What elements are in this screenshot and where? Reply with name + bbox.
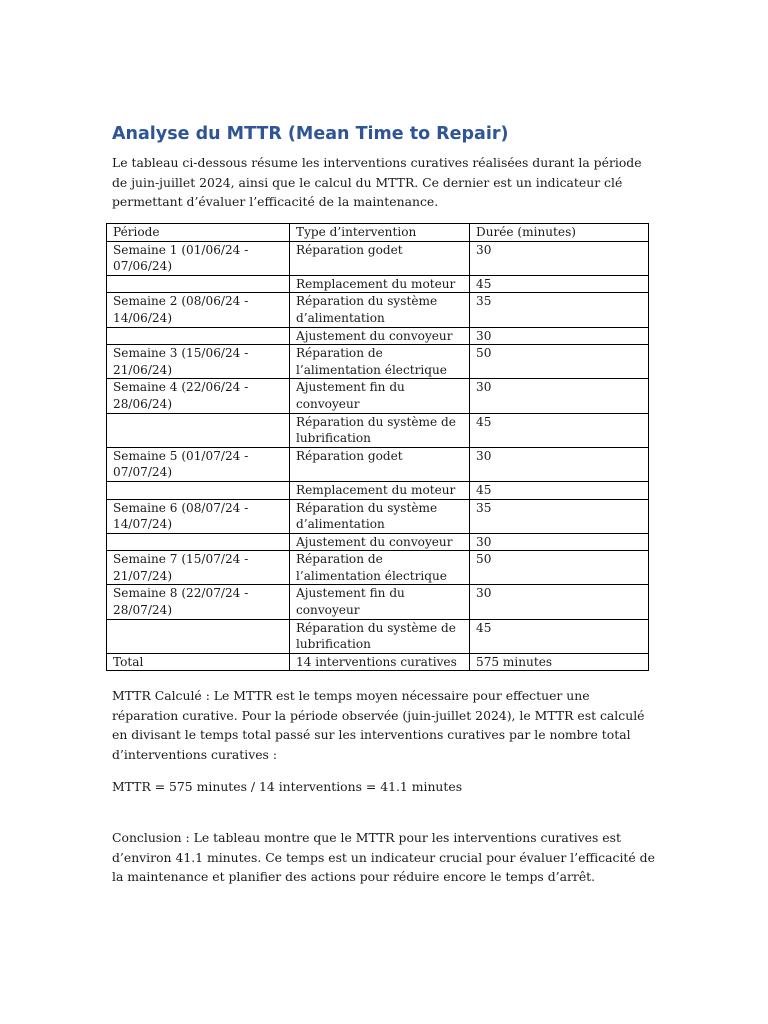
cell-intervention-type: Remplacement du moteur [290, 481, 470, 499]
table-row [107, 533, 649, 551]
table-row [107, 241, 649, 275]
cell-intervention-type: Réparation de l’alimentation électrique [290, 345, 470, 379]
table-row [107, 275, 649, 293]
intro-paragraph: Le tableau ci-dessous résume les interventions curatives réalisées durant la période de juin-juillet 2024, ainsi que le calcul du MTTR. Ce dernier est un indicateur clé permettant d’évaluer l’efficacité de la maintenance. [112, 155, 642, 209]
cell-intervention-type: Réparation godet [290, 447, 470, 481]
header-period: Période [107, 224, 290, 242]
table-row [107, 345, 649, 379]
cell-duration: 50 [470, 551, 649, 585]
table-header-row [107, 224, 649, 242]
mttr-formula: MTTR = 575 minutes / 14 interventions = 41.1 minutes [112, 779, 463, 794]
total-interventions: 14 interventions curatives [290, 653, 470, 671]
table-row [107, 551, 649, 585]
cell-duration: 35 [470, 499, 649, 533]
cell-intervention-type: Réparation du système d’alimentation [290, 499, 470, 533]
cell-intervention-type: Ajustement fin du convoyeur [290, 585, 470, 619]
cell-period: Semaine 7 (15/07/24 - 21/07/24) [107, 551, 290, 585]
cell-intervention-type: Réparation du système d’alimentation [290, 293, 470, 327]
conclusion-paragraph: Conclusion : Le tableau montre que le MTTR pour les interventions curatives est d’environ 41.1 minutes. Ce temps est un indicateur crucial pour évaluer l’efficacité de la maintenance et planifier des actions pour réduire encore le temps d’arrêt. [112, 830, 655, 884]
cell-duration: 45 [470, 275, 649, 293]
header-intervention-type: Type d’intervention [290, 224, 470, 242]
table-row [107, 481, 649, 499]
table-row [107, 447, 649, 481]
total-label: Total [107, 653, 290, 671]
cell-intervention-type: Ajustement fin du convoyeur [290, 379, 470, 413]
cell-duration: 35 [470, 293, 649, 327]
cell-duration: 30 [470, 585, 649, 619]
cell-intervention-type: Réparation de l’alimentation électrique [290, 551, 470, 585]
cell-duration: 30 [470, 379, 649, 413]
cell-intervention-type: Réparation du système de lubrification [290, 413, 470, 447]
table-row [107, 619, 649, 653]
cell-duration: 50 [470, 345, 649, 379]
cell-intervention-type: Ajustement du convoyeur [290, 327, 470, 345]
page-title: Analyse du MTTR (Mean Time to Repair) [112, 124, 509, 144]
cell-duration: 45 [470, 413, 649, 447]
cell-intervention-type: Réparation du système de lubrification [290, 619, 470, 653]
table-row [107, 499, 649, 533]
cell-duration: 45 [470, 619, 649, 653]
table-row [107, 379, 649, 413]
cell-period: Semaine 8 (22/07/24 - 28/07/24) [107, 585, 290, 619]
cell-duration: 30 [470, 447, 649, 481]
header-duration: Durée (minutes) [470, 224, 649, 242]
cell-period [107, 533, 290, 551]
cell-period [107, 275, 290, 293]
cell-period [107, 413, 290, 447]
cell-period: Semaine 1 (01/06/24 - 07/06/24) [107, 241, 290, 275]
cell-intervention-type: Réparation godet [290, 241, 470, 275]
cell-intervention-type: Remplacement du moteur [290, 275, 470, 293]
cell-period: Semaine 6 (08/07/24 - 14/07/24) [107, 499, 290, 533]
table-total-row [107, 653, 649, 671]
total-duration: 575 minutes [470, 653, 649, 671]
cell-duration: 30 [470, 533, 649, 551]
cell-duration: 30 [470, 241, 649, 275]
table-row [107, 293, 649, 327]
cell-period: Semaine 5 (01/07/24 - 07/07/24) [107, 447, 290, 481]
table-row [107, 327, 649, 345]
cell-period [107, 481, 290, 499]
cell-period: Semaine 4 (22/06/24 - 28/06/24) [107, 379, 290, 413]
table-row [107, 413, 649, 447]
cell-period: Semaine 2 (08/06/24 - 14/06/24) [107, 293, 290, 327]
cell-period: Semaine 3 (15/06/24 - 21/06/24) [107, 345, 290, 379]
mttr-definition-paragraph: MTTR Calculé : Le MTTR est le temps moyen nécessaire pour effectuer une réparation curative. Pour la période observée (juin-juillet 2024), le MTTR est calculé en divisant le temps total passé sur les interventions curatives par le nombre total d’interventions curatives : [112, 688, 645, 762]
cell-duration: 45 [470, 481, 649, 499]
cell-duration: 30 [470, 327, 649, 345]
interventions-table [106, 223, 649, 671]
cell-intervention-type: Ajustement du convoyeur [290, 533, 470, 551]
cell-period [107, 327, 290, 345]
cell-period [107, 619, 290, 653]
table-body [107, 224, 649, 671]
table-row [107, 585, 649, 619]
